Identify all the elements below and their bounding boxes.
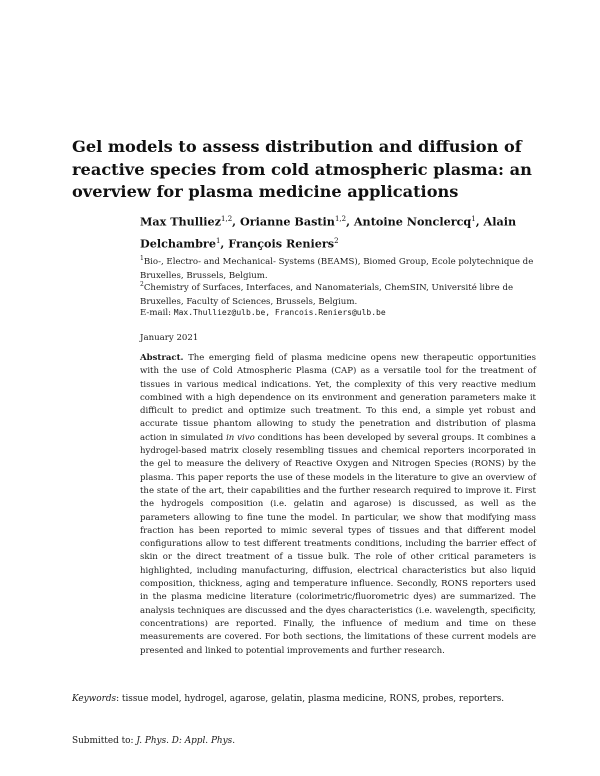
abstract-text-part2: conditions has been developed by several groups. It combines a hydrogel-based matrix closely resembling tissues and chemical reporters incorporated in the gel to measure the delivery of Reactive Oxygen and Nitrogen Species (RONS) by the plasma. This paper reports the use of these models in the literature to give an overview of the state of the art, their capabilities and the further research required to improve it. First the hydrogels composition (i.e. gelatin and agarose) is discussed, as well as the parameters allowing to fine tune the model. In particular, we show that modifying mass fraction has been reported to mimic several types of tissues and that different model configurations allow to test different treatments conditions, including the barrier effect of skin or the direct treatment of a tissue bulk. The role of other critical parameters is highlighted, including manufacturing, diffusion, electrical characteristics but also liquid composition, thickness, aging and temperature influence. Secondly, RONS reporters used in the plasma medicine literature (colorimetric/fluorometric dyes) are summarized. The analysis techniques are discussed and the dyes characteristics (i.e. wavelength, specificity, concentrations) are reported. Finally, the influence of medium and time on these measurements are covered. For both sections, the limitations of these current models are presented and linked to potential improvements and further research. [140,432,537,656]
abstract-italic-term: in vivo [226,432,255,443]
paper-date: January 2021 [140,333,199,343]
journal-name: J. Phys. D: Appl. Phys. [136,736,236,746]
paper-title: Gel models to assess distribution and diffusion of reactive species from cold atmospheric plasma: an overview for plasma medicine applications [72,137,532,201]
author-affiliation-mark: 1 [215,236,221,245]
author-name: Orianne Bastin [239,214,335,229]
author-name: Max Thulliez [140,214,222,229]
author-name: François Reniers [228,236,335,251]
email-label: E-mail: [140,308,172,318]
abstract-label: Abstract. [140,353,184,363]
affiliation [140,278,540,309]
keywords-label: Keywords [72,694,117,704]
author-affiliation-mark: 1 [471,215,476,223]
abstract-text-part1: The emerging field of plasma medicine opens new therapeutic opportunities with the use of Cold Atmospheric Plasma (CAP) as a versatile tool for the treatment of tissues in various medical indications. Yet, the complexity of this very reactive medium combined with a high dependence on its environment and generation parameters make it difficult to predict and optimize such treatment. To this end, a simple yet robust and accurate tissue phantom allowing to study the penetration and distribution of plasma action in simulated [140,353,537,443]
keywords [72,692,538,707]
author-name: Antoine Nonclercq [353,214,472,229]
affiliation-number: 1 [140,255,144,262]
affiliation-number: 2 [140,281,144,288]
submitted-label: Submitted to: [72,736,134,746]
email-line [140,306,540,320]
author-name: Alain Delchambre [140,214,517,251]
submission-note [72,734,538,748]
abstract [140,352,536,658]
email-addresses: Max.Thulliez@ulb.be, Francois.Reniers@ulb.be [173,308,386,317]
author-affiliation-mark: 1,2 [334,215,347,223]
author-list: Max Thulliez$^{1,2}$, Orianne Bastin$^{1,2}$, Antoine Nonclercq$^1$, Alain Delchambre$^1$, François Reniers$^2$ [140,214,517,251]
affiliation-text: Chemistry of Surfaces, Interfaces, and Nanomaterials, ChemSIN, Université libre de Bruxelles, Faculty of Sciences, Brussels, Belgium. [140,282,514,308]
keywords-text: : tissue model, hydrogel, agarose, gelatin, plasma medicine, RONS, probes, reporters. [116,694,505,704]
author-affiliation-mark: 1,2 [221,215,233,223]
author-affiliation-mark: 2 [334,236,339,245]
affiliation-text: Bio-, Electro- and Mechanical- Systems (BEAMS), Biomed Group, Ecole polytechnique de Bruxelles, Brussels, Belgium. [140,256,534,282]
